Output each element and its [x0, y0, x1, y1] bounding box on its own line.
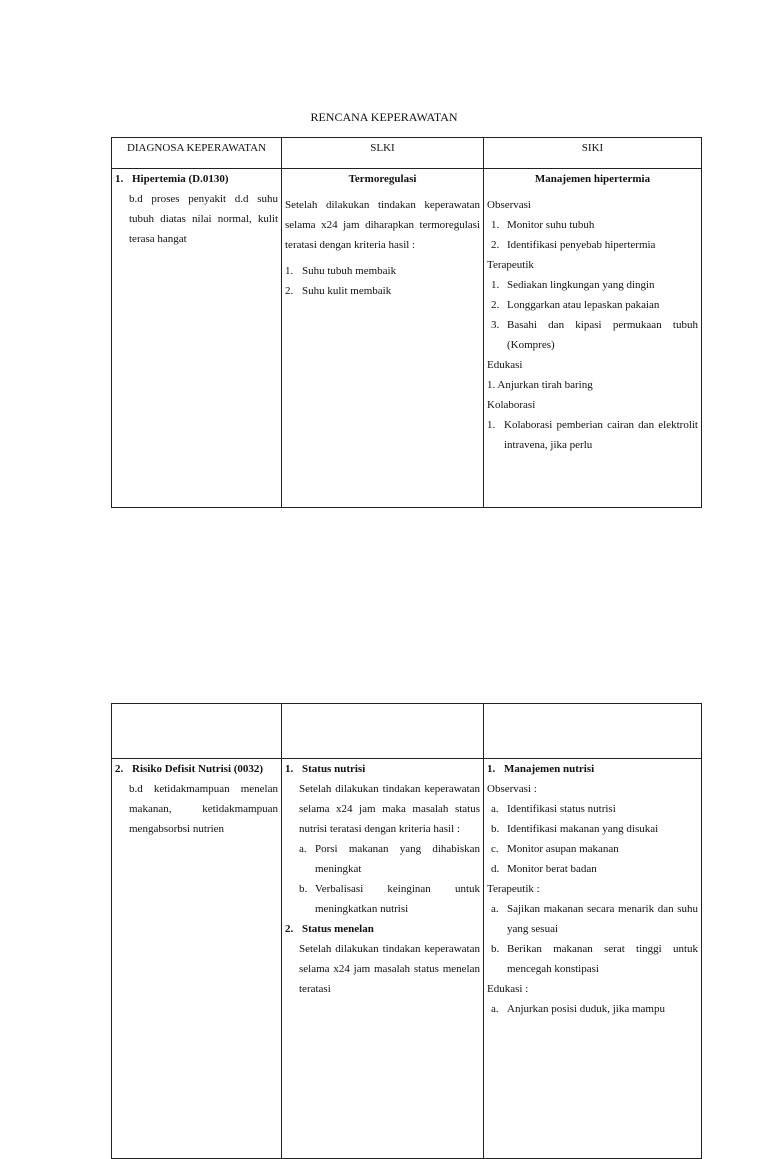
header-slki: SLKI: [282, 138, 484, 169]
list-item: b. Identifikasi makanan yang disukai: [491, 823, 659, 835]
siki-title: Manajemen hipertermia: [534, 173, 651, 185]
list-item: a. Identifikasi status nutrisi: [491, 803, 616, 815]
empty-cell: [282, 704, 484, 759]
slki-title: Status nutrisi: [302, 763, 366, 775]
list-item: 1. Monitor suhu tubuh: [491, 219, 595, 231]
diagnosis-description: b.d ketidakmampuan menelan makanan, ketidakmampuan mengabsorbsi nutrien: [129, 783, 278, 835]
empty-header-row: [112, 704, 702, 759]
slki-intro: Setelah dilakukan tindakan keperawatan selama x24 jam maka masalah status nutrisi teratasi dengan kriteria hasil :: [299, 783, 480, 835]
slki-cell: 1. Status nutrisi Setelah dilakukan tindakan keperawatan selama x24 jam maka masalah status nutrisi teratasi dengan kriteria hasil : a. Porsi makanan yang dihabiskan meningkat b. Verbalisasi keinginan untuk meningkatkan nutrisi 2. Status menelan Setelah dilakukan tindakan keperawatan selama x24 jam masalah status menelan teratasi: [282, 759, 484, 1159]
list-item: 1. Kolaborasi pemberian cairan dan elektrolit intravena, jika perlu: [487, 419, 698, 451]
list-item: 3. Basahi dan kipasi permukaan tubuh (Kompres): [491, 319, 698, 351]
list-item: c. Monitor asupan makanan: [491, 843, 619, 855]
slki-title: Termoregulasi: [348, 173, 417, 185]
table-row: [112, 759, 702, 1159]
section-label-edukasi: Edukasi :: [487, 983, 529, 995]
diagnosis-number: 2.: [115, 763, 124, 775]
diagnosis-name: Hipertemia (D.0130): [132, 173, 229, 185]
section-label-observasi: Observasi :: [487, 783, 537, 795]
slki-title: Status menelan: [302, 923, 374, 935]
empty-cell: [112, 704, 282, 759]
document-title: RENCANA KEPERAWATAN: [310, 110, 458, 124]
list-item: 2. Identifikasi penyebab hipertermia: [491, 239, 656, 251]
section-label-observasi: Observasi: [487, 199, 531, 211]
diagnosis-cell: [112, 759, 282, 1159]
list-item: a. Porsi makanan yang dihabiskan meningkat: [299, 843, 480, 875]
table-row: [112, 169, 702, 508]
slki-cell: [282, 169, 484, 508]
list-item: 2. Suhu kulit membaik: [285, 285, 392, 297]
list-item: 1. Anjurkan tirah baring: [487, 379, 593, 391]
section-label-kolaborasi: Kolaborasi: [487, 399, 536, 411]
list-item: a. Anjurkan posisi duduk, jika mampu: [491, 1003, 665, 1015]
list-item: 1. Suhu tubuh membaik: [285, 265, 397, 277]
care-plan-table-1: [111, 137, 702, 508]
diagnosis-number: 1.: [115, 173, 124, 185]
list-item: 1. Sediakan lingkungan yang dingin: [491, 279, 655, 291]
header-siki: SIKI: [484, 138, 702, 169]
slki-intro: Setelah dilakukan tindakan keperawatan selama x24 jam diharapkan termoregulasi teratasi dengan kriteria hasil :: [285, 199, 480, 251]
header-diagnosa: DIAGNOSA KEPERAWATAN: [112, 138, 282, 169]
diagnosis-cell: [112, 169, 282, 508]
list-item: b. Berikan makanan serat tinggi untuk mencegah konstipasi: [491, 943, 698, 975]
diagnosis-name: Risiko Defisit Nutrisi (0032): [132, 763, 264, 775]
table-header-row: [112, 138, 702, 169]
section-label-terapeutik: Terapeutik :: [487, 883, 540, 895]
slki-intro: Setelah dilakukan tindakan keperawatan selama x24 jam masalah status menelan teratasi: [299, 943, 480, 995]
list-item: a. Sajikan makanan secara menarik dan suhu yang sesuai: [491, 903, 698, 935]
list-item: 2. Longgarkan atau lepaskan pakaian: [491, 299, 660, 311]
list-item: d. Monitor berat badan: [491, 863, 597, 875]
siki-cell: [484, 169, 702, 508]
list-item: b. Verbalisasi keinginan untuk meningkatkan nutrisi: [299, 883, 480, 915]
empty-cell: [484, 704, 702, 759]
siki-cell: 1. Manajemen nutrisi Observasi : a. Identifikasi status nutrisi b. Identifikasi makanan yang disukai c. Monitor asupan makanan d. Monitor berat badan Terapeutik : a. Sajikan makanan secara menarik dan suhu yang sesuai b. Berikan makanan serat tinggi untuk mencegah konstipasi Edukasi : a. Anjurkan posisi duduk, jika mampu: [484, 759, 702, 1159]
diagnosis-description: b.d proses penyakit d.d suhu tubuh diatas nilai normal, kulit terasa hangat: [129, 193, 278, 245]
siki-title: Manajemen nutrisi: [504, 763, 595, 775]
care-plan-table-2: [111, 703, 702, 1159]
section-label-terapeutik: Terapeutik: [487, 259, 534, 271]
section-label-edukasi: Edukasi: [487, 359, 523, 371]
